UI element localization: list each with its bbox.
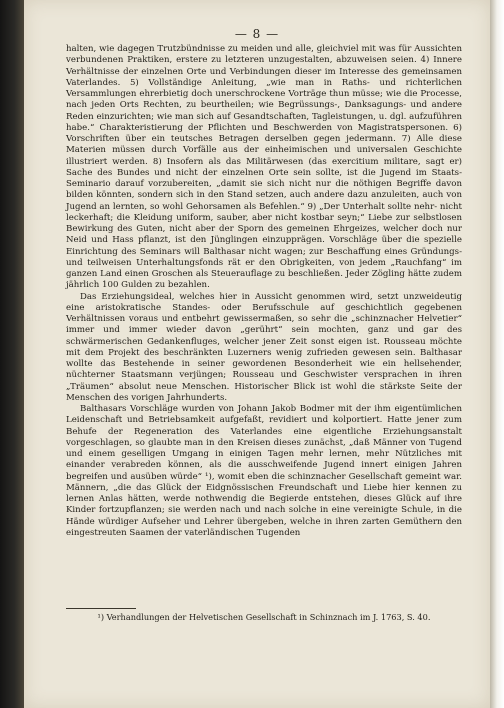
page-number-header: — 8 —	[234, 27, 280, 41]
footnote-divider	[66, 608, 136, 609]
book-gutter	[0, 0, 24, 708]
footnote: ¹) Verhandlungen der Helvetischen Gesellschaft in Schinznach im J. 1763, S. 40.	[97, 612, 431, 622]
paragraph-2: Das Erziehungsideal, welches hier in Aussicht genommen wird, setzt unzweideutig eine aristokratische Standes- oder Berufsschule auf geschichtlich gegebenen Verhältnissen voraus und entbehrt gewissermaßen, so sehr die „schinznacher Helvetier“ immer und immer wieder davon „gerührt“ sein mochten, ganz und gar des schwärmerischen Gedankenfluges, welcher jener Zeit sonst eigen ist. Rousseau möchte mit dem Projekt des beschränkten Luzerners wenig zufrieden gewesen sein. Balthasar wollte das Bestehende in seiner gewordenen Besonderheit wie ein hellsehender, nüchterner Staatsmann verjüngen; Rousseau und Geschwister versprachen in ihren „Träumen“ absolut neue Menschen. Historischer Blick ist wohl die stärkste Seite der Menschen des vorigen Jahrhunderts.	[66, 291, 462, 403]
paragraph-1: halten, wie dagegen Trutzbündnisse zu meiden und alle, gleichviel mit was für Aussichten verbundenen Praktiken, erstere zu letzteren unzugestalten, abzuweisen seien. 4) Innere Verhältnisse der einzelnen Orte und Verbindungen dieser im Interesse des gemeinsamen Vaterlandes. 5) Vollständige Anleitung, „wie man in Raths- und richterlichen Versammlungen ehrerbietig doch unerschrockene Vorträge thun müsse; wie die Processe, nach jeden Orts Rechten, zu beurtheilen; wie Begrüssungs-, Danksagungs- und andere Reden einzurichten; wie man sich auf Gesandtschaften, Tagleistungen, u. dgl. aufzuführen habe.“ Charakteristierung der Pflichten und Beschwerden von Magistratspersonen. 6) Vorschriften über ein teutsches Betragen derselben gegen jedermann. 7) Alle diese Materien müssen durch Vorfälle aus der einheimischen und universalen Geschichte illustriert werden. 8) Insofern als das Militärwesen (das exercitium militare, sagt er) Sache des Bundes und nicht der einzelnen Orte sein sollte, ist die Jugend im Staats-Seminario darauf vorzubereiten, „damit sie sich nicht nur die nöthigen Begriffe davon bilden könnten, sondern sich in den Stand setzen, auch andere dazu anzuleiten, auch von Jugend an lernten, so wohl Gehorsamen als Befehlen.“ 9) „Der Unterhalt sollte nehr- nicht leckerhaft; die Kleidung uniform, sauber, aber nicht kostbar seyn;“ Liebe zur selbstlosen Bewirkung des Guten, nicht aber der Sporn des gemeinen Ehrgeizes, welcher doch nur Neid und Hass pflanzt, ist den Jünglingen einzupprägen. Vorschläge über die spezielle Einrichtung des Seminars will Balthasar nicht wagen; zur Beschaffung eines Gründungs- und teilweisen Unterhaltungsfonds rät er den Obrigkeiten, von jedem „Rauchfang“ im ganzen Land einen Groschen als Steuerauflage zu beschließen. Jeder Zögling hätte zudem jährlich 100 Gulden zu bezahlen.	[66, 44, 462, 291]
body-text	[66, 44, 462, 539]
paragraph-3: Balthasars Vorschläge wurden von Johann Jakob Bodmer mit der ihm eigentümlichen Leidenschaft und Betriebsamkeit aufgefaßt, revidiert und kolportiert. Hatte jener zum Behufe der Regeneration des Vaterlandes eine eigentliche Erziehungsanstalt vorgeschlagen, so glaubte man in den Kreisen dieses zunächst, „daß Männer von Tugend und einem geselligen Umgang in einigen Tagen mehr lernen, mehr Nützliches mit einander verabreden können, als die ausschweifende Jugend innert einigen Jahren begreifen und ausüben würde“ ¹), womit eben die schinznacher Gesellschaft gemeint war. Männern, „die das Glück der Eidgnössischen Freundschaft und Liebe hier kennen zu lernen Anlas hätten, werde nothwendig die Begierde entstehen, dieses Glück auf ihre Kinder fortzupflanzen; sie werden nach und nach solche in eine vereinigte Schule, in die Hände würdiger Aufseher und Lehrer übergeben, welche in ihren zarten Gemüthern den eingestreuten Saamen der vaterländischen Tugenden	[66, 404, 462, 538]
page-edge	[490, 0, 504, 708]
